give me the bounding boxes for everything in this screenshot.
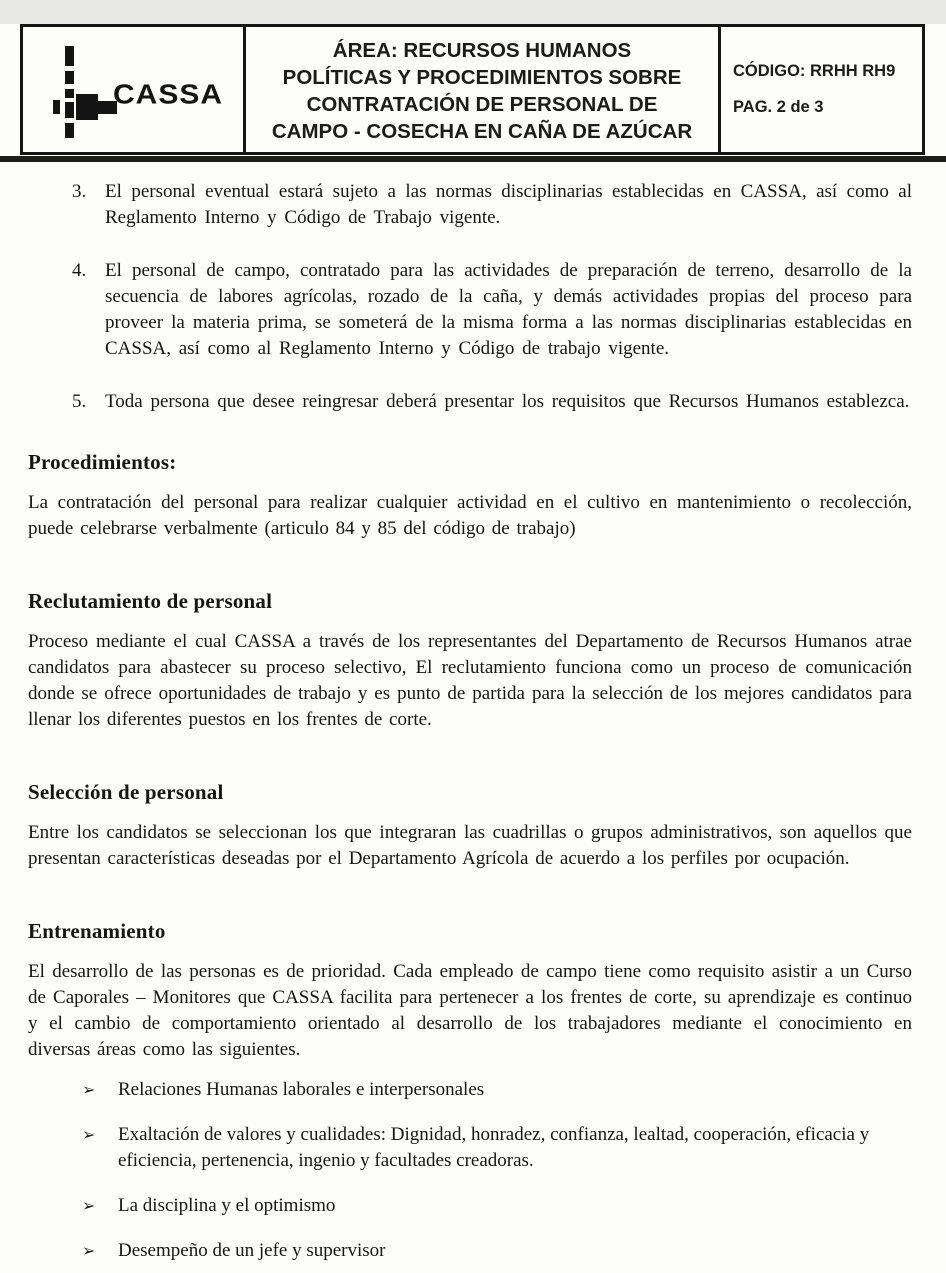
item-text: El personal eventual estará sujeto a las normas disciplinarias establecidas en CASSA, así como al Reglamento Interno y Código de Trabajo vigente. bbox=[105, 181, 912, 228]
list-item bbox=[82, 1122, 912, 1174]
section-procedimientos bbox=[28, 449, 912, 542]
section-paragraph: Proceso mediante el cual CASSA a través de los representantes del Departamento de Recursos Humanos atrae candidatos para abastecer su proceso selectivo, El reclutamiento funciona como un proceso de comunicación donde se ofrece oportunidades de trabajo y es punto de partida para la selección de los mejores candidatos para llenar los diferentes puestos en los frentes de corte. bbox=[28, 631, 912, 730]
title-line-3: CONTRATACIÓN DE PERSONAL DE bbox=[306, 93, 658, 116]
list-item bbox=[82, 1077, 912, 1103]
bullet-text: Desempeño de un jefe y supervisor bbox=[118, 1240, 386, 1261]
arrow-bullet-icon: ➢ bbox=[82, 1196, 96, 1215]
title-line-4: CAMPO - COSECHA EN CAÑA DE AZÚCAR bbox=[271, 120, 693, 143]
logo-text: CASSA bbox=[112, 78, 223, 110]
document-page bbox=[0, 24, 946, 1273]
list-item bbox=[82, 1238, 912, 1264]
section-heading: Selección de personal bbox=[28, 780, 224, 804]
bullet-text: Exaltación de valores y cualidades: Dignidad, honradez, confianza, lealtad, cooperación, eficacia y eficiencia, pertenencia, ingenio y facultades creadoras. bbox=[118, 1124, 870, 1171]
item-number: 3. bbox=[72, 181, 87, 202]
section-reclutamiento bbox=[28, 588, 912, 733]
item-text: Toda persona que desee reingresar deberá presentar los requisitos que Recursos Humanos establezca. bbox=[105, 391, 910, 412]
cassa-bars-icon bbox=[43, 44, 117, 145]
title-line-1: ÁREA: RECURSOS HUMANOS bbox=[332, 39, 632, 62]
item-number: 5. bbox=[72, 391, 87, 412]
document-code: CÓDIGO: RRHH RH9 bbox=[733, 62, 896, 80]
company-logo bbox=[23, 27, 243, 152]
list-item bbox=[82, 1193, 912, 1219]
document-body bbox=[0, 162, 946, 1264]
section-heading: Reclutamiento de personal bbox=[28, 589, 273, 613]
item-text: El personal de campo, contratado para las actividades de preparación de terreno, desarrollo de la secuencia de labores agrícolas, rozado de la caña, y demás actividades propias del proceso para proveer la materia prima, se someterá de la misma forma a las normas disciplinarias establecidas en CASSA, así como al Reglamento Interno y Código de trabajo vigente. bbox=[105, 260, 912, 359]
section-heading: Entrenamiento bbox=[28, 919, 166, 943]
section-paragraph: El desarrollo de las personas es de prioridad. Cada empleado de campo tiene como requisito asistir a un Curso de Caporales – Monitores que CASSA facilita para pertenecer a los frentes de corte, su aprendizaje es continuo y el cambio de comportamiento orientado al desarrollo de los trabajadores mediante el conocimiento en diversas áreas como las siguientes. bbox=[28, 961, 912, 1060]
document-code-cell bbox=[721, 27, 922, 152]
numbered-list bbox=[28, 179, 912, 415]
header-table bbox=[20, 24, 925, 155]
header-title bbox=[243, 27, 721, 152]
section-seleccion bbox=[28, 779, 912, 872]
section-paragraph: La contratación del personal para realizar cualquier actividad en el cultivo en mantenimiento o recolección, puede celebrarse verbalmente (articulo 84 y 85 del código de trabajo) bbox=[28, 492, 912, 539]
arrow-bullet-icon: ➢ bbox=[82, 1080, 96, 1099]
page-number: PAG. 2 de 3 bbox=[733, 98, 824, 116]
bullet-text: Relaciones Humanas laborales e interpersonales bbox=[118, 1079, 485, 1100]
numbered-item-3 bbox=[72, 179, 912, 231]
arrow-bullet-icon: ➢ bbox=[82, 1241, 96, 1260]
title-line-2: POLÍTICAS Y PROCEDIMIENTOS SOBRE bbox=[282, 66, 682, 89]
item-number: 4. bbox=[72, 260, 87, 281]
section-paragraph: Entre los candidatos se seleccionan los que integraran las cuadrillas o grupos administrativos, son aquellos que presentan características deseadas por el Departamento Agrícola de acuerdo a los perfiles por ocupación. bbox=[28, 822, 912, 869]
section-entrenamiento bbox=[28, 918, 912, 1063]
arrow-bullet-icon: ➢ bbox=[82, 1125, 96, 1144]
bullet-text: La disciplina y el optimismo bbox=[118, 1195, 336, 1216]
section-heading: Procedimientos: bbox=[28, 450, 177, 474]
numbered-item-5 bbox=[72, 389, 912, 415]
numbered-item-4 bbox=[72, 258, 912, 362]
training-topics-list bbox=[82, 1077, 912, 1264]
